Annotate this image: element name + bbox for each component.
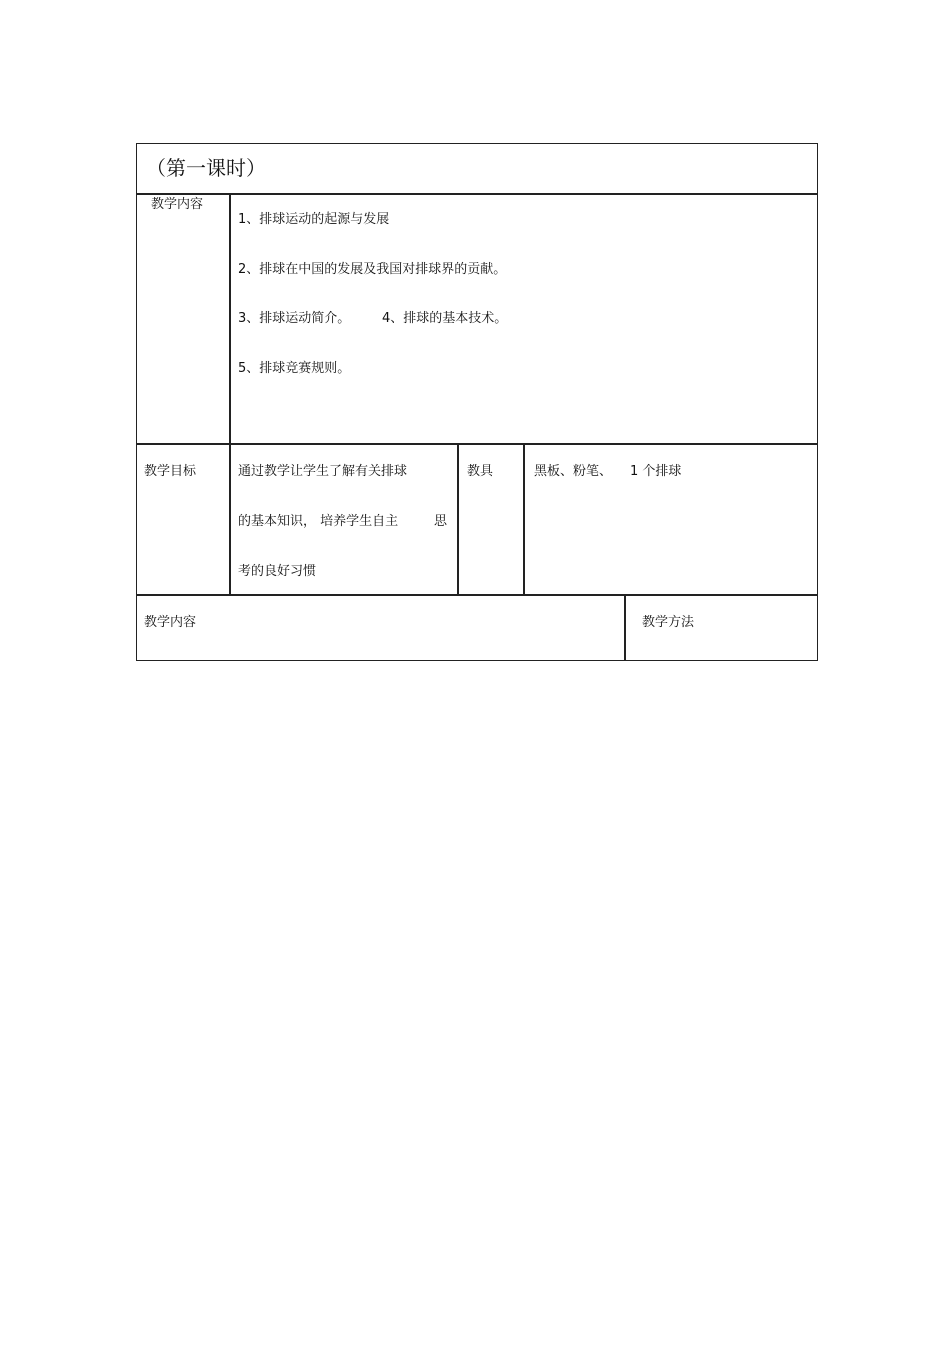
col-divider-tools-label [523, 443, 525, 595]
goal-line-2-tail: 思 [434, 514, 448, 529]
content-item-5: 5、排球竞赛规则。 [238, 361, 351, 376]
row-divider-title [136, 193, 818, 195]
lesson-title: （第一课时） [146, 156, 266, 180]
col-divider-goal-text [457, 443, 459, 595]
row-divider-content [136, 443, 818, 445]
goal-line-2: 的基本知识， 培养学生自主 [238, 514, 399, 529]
footer-method-label: 教学方法 [642, 615, 695, 630]
content-label: 教学内容 [151, 197, 204, 212]
goal-line-3: 考的良好习惯 [238, 564, 317, 579]
goal-line-1: 通过教学让学生了解有关排球 [238, 464, 408, 479]
content-item-4: 4、排球的基本技术。 [382, 311, 508, 326]
content-item-1: 1、排球运动的起源与发展 [238, 212, 390, 227]
footer-content-label: 教学内容 [144, 615, 197, 630]
tools-label: 教具 [467, 464, 494, 479]
tools-value-b: 1 个排球 [630, 464, 682, 479]
content-item-3: 3、排球运动简介。 [238, 311, 351, 326]
col-divider-label [229, 193, 231, 595]
row-divider-goal [136, 594, 818, 596]
content-item-2: 2、排球在中国的发展及我国对排球界的贡献。 [238, 262, 507, 277]
tools-value-a: 黑板、粉笔、 [534, 464, 613, 479]
col-divider-method [624, 594, 626, 661]
goal-label: 教学目标 [144, 464, 197, 479]
